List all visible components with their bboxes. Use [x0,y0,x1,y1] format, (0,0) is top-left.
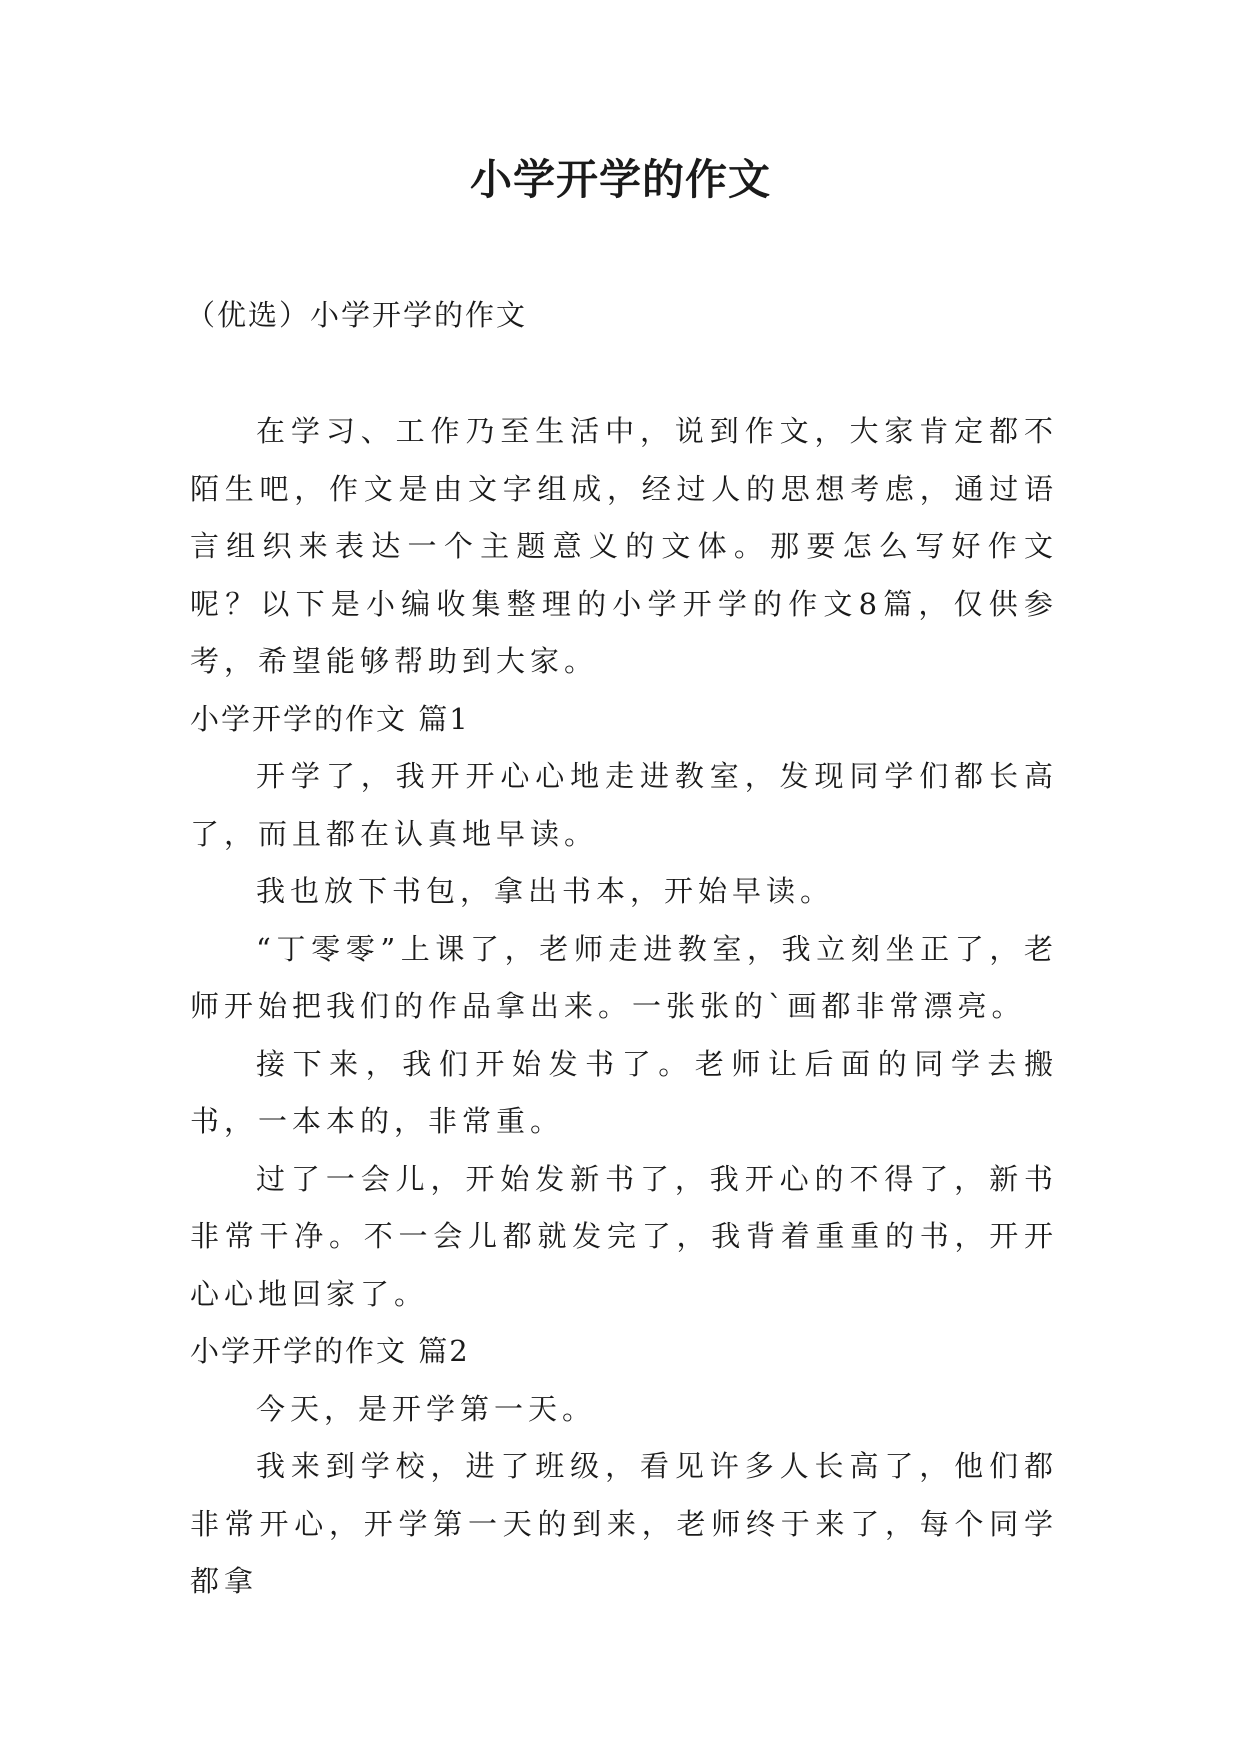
section1-paragraph: 我也放下书包，拿出书本，开始早读。 [256,874,835,908]
document-body [190,403,1058,1611]
document-subtitle: （优选）小学开学的作文 [186,298,528,332]
section-heading-2: 小学开学的作文 篇2 [190,1334,470,1368]
section1-paragraph: 开学了，我开开心心地走进教室，发现同学们都长高了，而且都在认真地早读。 [190,759,1058,851]
section1-paragraph: 接下来，我们开始发书了。老师让后面的同学去搬书，一本本的，非常重。 [190,1046,1058,1138]
section2-paragraph: 今天，是开学第一天。 [256,1391,597,1426]
section-heading-1: 小学开学的作文 篇1 [190,701,470,736]
section2-paragraph: 我来到学校，进了班级，看见许多人长高了，他们都非常开心，开学第一天的到来，老师终于来了，每个同学都拿 [190,1449,1058,1598]
document-title: 小学开学的作文 [469,155,771,204]
section1-paragraph: 过了一会儿，开始发新书了，我开心的不得了，新书非常干净。不一会儿都就发完了，我背着重重的书，开开心心地回家了。 [190,1161,1058,1311]
section1-paragraph: “丁零零”上课了，老师走进教室，我立刻坐正了，老师开始把我们的作品拿出来。一张张的`画都非常漂亮。 [190,931,1058,1023]
intro-paragraph: 在学习、工作乃至生活中，说到作文，大家肯定都不陌生吧，作文是由文字组成，经过人的思想考虑，通过语言组织来表达一个主题意义的文体。那要怎么写好作文呢？以下是小编收集整理的小学开学的作文8篇，仅供参考，希望能够帮助到大家。 [190,414,1058,678]
